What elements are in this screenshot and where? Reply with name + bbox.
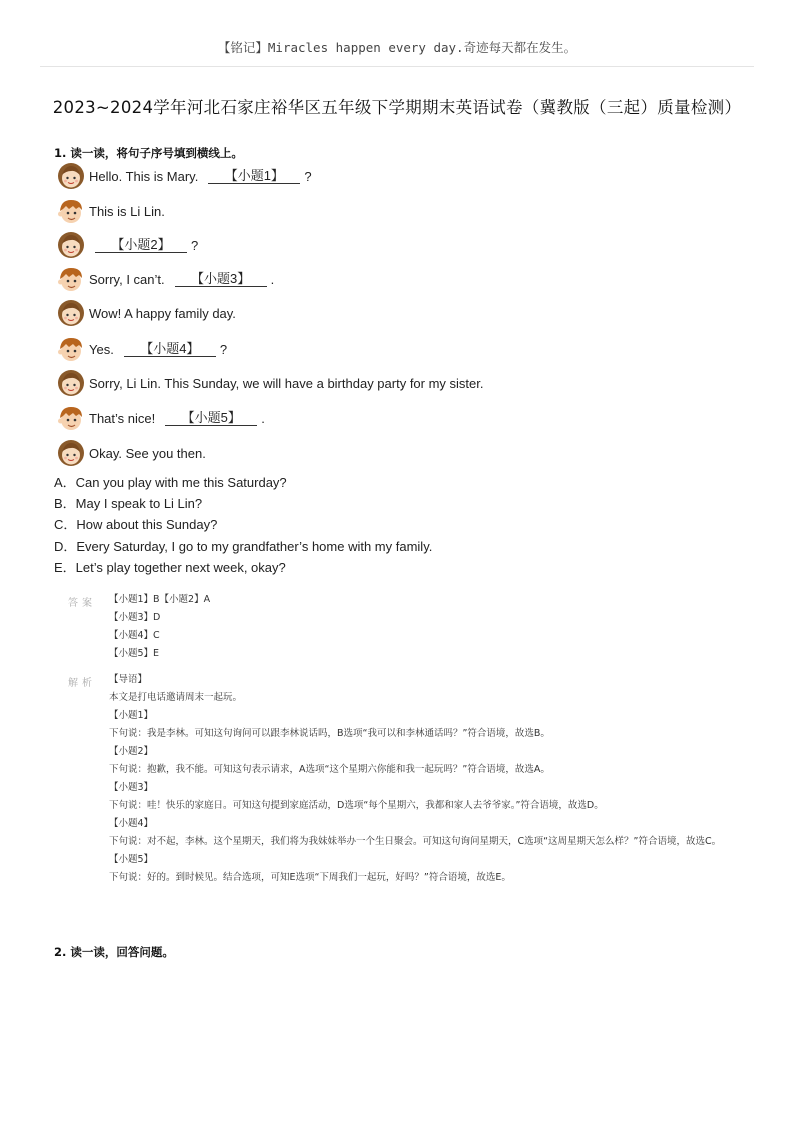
header-divider <box>40 66 754 67</box>
answer-blank: 【小题4】 <box>124 341 216 357</box>
answer-blank: 【小题1】 <box>208 168 300 184</box>
question-2-title: 2. 读一读，回答问题。 <box>54 945 174 959</box>
header-motto: 【铭记】Miracles happen every day.奇迹每天都在发生。 <box>217 40 577 55</box>
analysis-line: 【导语】 <box>109 674 148 685</box>
dialog-line <box>57 438 206 468</box>
analysis-label: 解析 <box>68 678 96 689</box>
analysis-line: 【小题4】 <box>109 818 154 829</box>
answer-label: 答案 <box>68 598 96 609</box>
analysis-line: 下句说：好的。到时候见。结合选项，可知E选项“下周我们一起玩，好吗？”符合语境，故选E。 <box>109 872 511 883</box>
analysis-line: 【小题3】 <box>109 782 154 793</box>
dialog-text: Sorry, Li Lin. This Sunday, we will have a birthday party for my sister. <box>89 375 484 391</box>
boy-avatar-icon <box>57 265 85 293</box>
analysis-line: 下句说：对不起，李林。这个星期天，我们将为我妹妹举办一个生日聚会。可知这句询问星期天，C选项“这周星期天怎么样？”符合语境，故选C。 <box>109 836 722 847</box>
boy-avatar-icon <box>57 404 85 432</box>
dialog-punctuation: . <box>261 410 265 426</box>
answer-line: 【小题3】D <box>109 612 161 623</box>
dialog-punctuation: ? <box>191 237 199 253</box>
option-e: E．Let’s play together next week, okay? <box>54 559 286 575</box>
analysis-line: 本文是打电话邀请周末一起玩。 <box>109 692 243 703</box>
analysis-line: 下句说：抱歉，我不能。可知这句表示请求，A选项“这个星期六你能和我一起玩吗？”符合语境，故选A。 <box>109 764 550 775</box>
dialog-line <box>57 161 312 191</box>
answer-line: 【小题5】E <box>109 648 160 659</box>
answer-blank: 【小题3】 <box>175 271 267 287</box>
dialog-text: Wow! A happy family day. <box>89 305 236 321</box>
dialog-punctuation: ? <box>219 341 228 357</box>
girl-avatar-icon <box>57 162 85 190</box>
dialog-punctuation: . <box>270 271 275 287</box>
dialog-punctuation: ? <box>304 168 312 184</box>
girl-avatar-icon <box>57 369 85 397</box>
question-1-title: 1. 读一读，将句子序号填到横线上。 <box>54 146 243 160</box>
analysis-line: 下句说：我是李林。可知这句询问可以跟李林说话吗，B选项“我可以和李林通话吗？”符合语境，故选B。 <box>109 728 550 739</box>
option-c: C．How about this Sunday? <box>54 517 218 533</box>
dialog-line <box>57 264 274 294</box>
dialog-line <box>57 403 265 433</box>
dialog-text: Hello. This is Mary. <box>89 168 199 184</box>
options-list <box>54 472 432 578</box>
answer-blank: 【小题2】 <box>95 237 187 253</box>
dialog-text: That’s nice! <box>89 410 156 426</box>
dialog-line <box>57 230 198 260</box>
analysis-line: 【小题1】 <box>109 710 154 721</box>
dialog-line <box>57 196 165 226</box>
dialog-text: Okay. See you then. <box>89 445 206 461</box>
analysis-line: 【小题5】 <box>109 854 154 865</box>
girl-avatar-icon <box>57 299 85 327</box>
dialog-text: This is Li Lin. <box>89 203 165 219</box>
answer-line: 【小题4】C <box>109 630 160 641</box>
option-d: D．Every Saturday, I go to my grandfather’s home with my family. <box>54 538 433 554</box>
analysis-line: 下句说：哇！快乐的家庭日。可知这句提到家庭活动，D选项“每个星期六，我都和家人去爷爷家。”符合语境，故选D。 <box>109 800 604 811</box>
girl-avatar-icon <box>57 231 85 259</box>
girl-avatar-icon <box>57 439 85 467</box>
boy-avatar-icon <box>57 335 85 363</box>
answer-line: 【小题1】B【小题2】A <box>109 594 211 605</box>
analysis-block <box>109 671 729 887</box>
option-a: A．Can you play with me this Saturday? <box>54 475 287 490</box>
dialog-line <box>57 334 227 364</box>
option-b: B．May I speak to Li Lin? <box>54 496 203 512</box>
page-title: 2023~2024学年河北石家庄裕华区五年级下学期期末英语试卷（冀教版（三起）质量检测） <box>52 98 742 117</box>
answer-block <box>109 591 210 663</box>
dialog-line <box>57 368 484 398</box>
dialog-text: Yes. <box>89 341 114 357</box>
analysis-line: 【小题2】 <box>109 746 154 757</box>
answer-blank: 【小题5】 <box>165 410 257 426</box>
dialog-text: Sorry, I can’t. <box>89 271 165 287</box>
boy-avatar-icon <box>57 197 85 225</box>
dialog-line <box>57 298 236 328</box>
